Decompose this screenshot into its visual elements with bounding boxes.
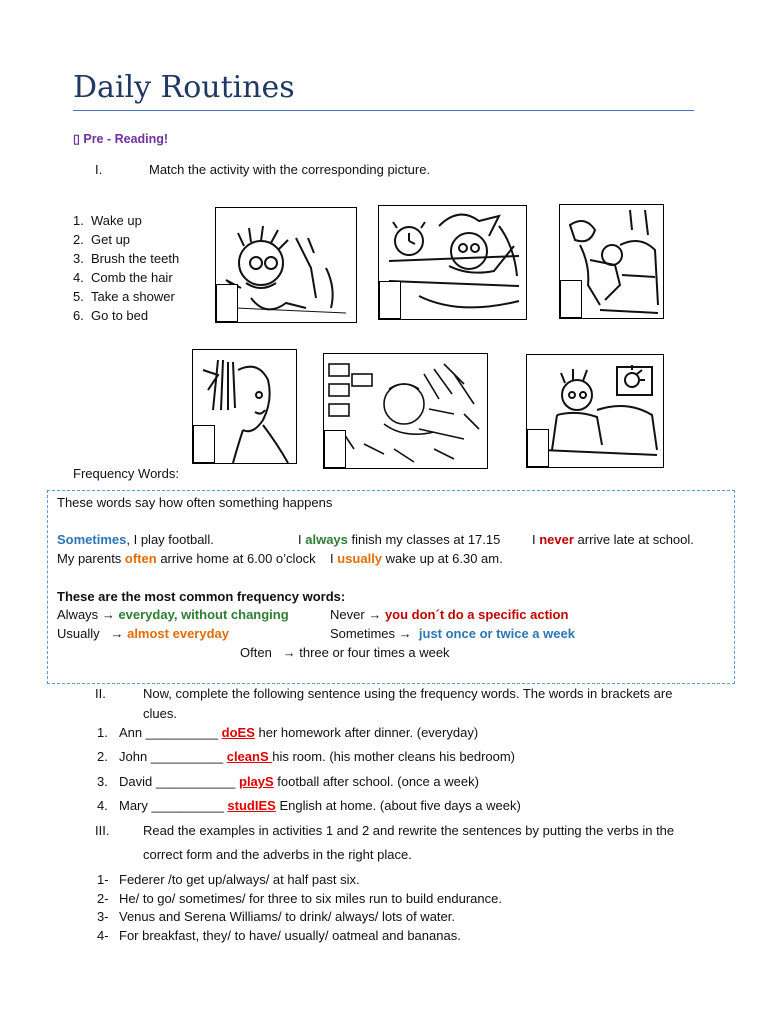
answer-box[interactable] [560,280,582,318]
exercise-2-item: 3. David ___________ playS football after school. (once a week) [97,774,479,789]
page-title: Daily Routines [73,70,295,105]
frequency-definition: Often → three or four times a week [240,645,450,660]
answer-box[interactable] [379,281,401,319]
frequency-definition: Usually → almost everyday [57,626,229,641]
picture-brushing-teeth [215,207,357,323]
answer-box[interactable] [324,430,346,468]
example-sentence: I always finish my classes at 17.15 [298,532,501,547]
example-sentence: I never arrive late at school. [532,532,694,547]
list-item: 1- Federer /to get up/always/ at half past six. [97,872,360,887]
common-frequency-heading: These are the most common frequency words: [57,589,346,604]
list-item: 6. Go to bed [73,308,149,323]
list-item: 3. Brush the teeth [73,251,180,266]
exercise-2-item: 2. John __________ cleanS his room. (his mother cleans his bedroom) [97,749,516,764]
picture-getting-up [559,204,664,319]
picture-combing-hair [192,349,297,464]
list-item: 4. Comb the hair [73,270,173,285]
picture-going-to-bed [526,354,664,468]
exercise-1-numeral: I. [95,162,103,177]
list-item: 3- Venus and Serena Williams/ to drink/ always/ lots of water. [97,909,455,924]
answer-box[interactable] [193,425,215,463]
frequency-definition: Always → everyday, without changing [57,607,289,622]
list-item: 4- For breakfast, they/ to have/ usually/ oatmeal and bananas. [97,927,461,943]
exercise-1-instruction: Match the activity with the corresponding picture. [149,162,431,177]
activity-list [73,211,179,325]
exercise-2-instruction-cont: clues. [143,706,177,721]
exercise-2-instruction: Now, complete the following sentence using the frequency words. The words in brackets are [143,686,673,701]
exercise-3-numeral: III. [95,823,110,838]
frequency-definition: Sometimes → just once or twice a week [330,626,575,641]
picture-taking-shower [323,353,488,469]
exercise-2-item: 4. Mary __________ studIES English at home. (about five days a week) [97,798,521,813]
list-item: 1. Wake up [73,213,142,228]
example-sentence: My parents often arrive home at 6.00 o’clock [57,551,316,566]
pre-reading-heading: ▯ Pre - Reading! [73,132,169,146]
list-item: 2- He/ to go/ sometimes/ for three to six miles run to build endurance. [97,890,502,906]
example-sentence: I usually wake up at 6.30 am. [330,551,503,566]
exercise-3-instruction-cont: correct form and the adverbs in the right place. [143,847,412,862]
answer-box[interactable] [527,429,549,467]
picture-waking-up [378,205,527,320]
title-underline [73,110,694,111]
exercise-3-instruction: Read the examples in activities 1 and 2 and rewrite the sentences by putting the verbs in the [143,823,675,838]
frequency-words-heading: Frequency Words: [73,466,179,481]
frequency-intro: These words say how often something happens [57,495,333,510]
list-item: 5. Take a shower [73,289,175,304]
exercise-2-numeral: II. [95,686,106,701]
answer-box[interactable] [216,284,238,322]
exercise-2-item: 1. Ann __________ doES her homework after dinner. (everyday) [97,725,479,740]
example-sentence: Sometimes, I play football. [57,532,214,547]
exercise-3-list [97,871,502,945]
list-item: 2. Get up [73,232,131,247]
frequency-definition: Never → you don´t do a specific action [330,607,569,622]
